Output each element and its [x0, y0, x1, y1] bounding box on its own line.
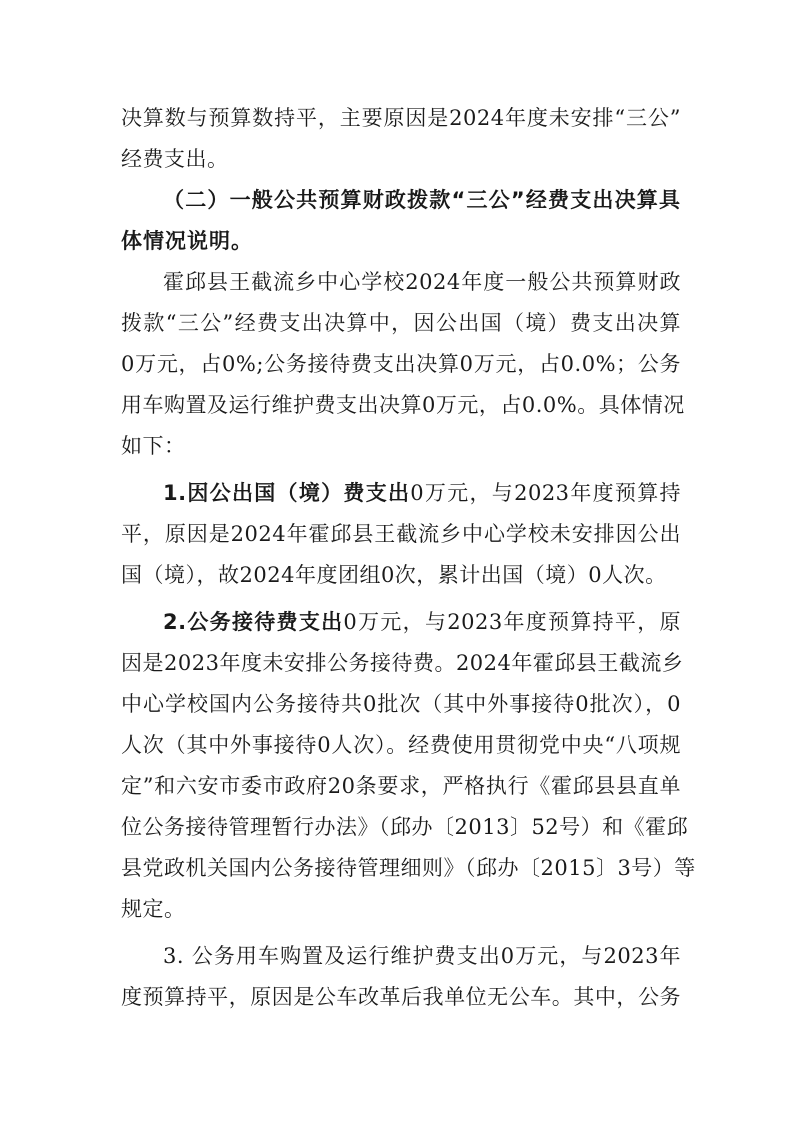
paragraph-line: 规定。	[121, 897, 186, 921]
section-heading-cont: 体情况说明。	[121, 229, 253, 253]
paragraph-line: 拨款“三公”经费支出决算中，因公出国（境）费支出决算	[121, 311, 681, 335]
paragraph-line: 因是2023年度未安排公务接待费。2024年霍邱县王截流乡	[121, 651, 684, 675]
item-1-lead: 1.因公出国（境）费支出	[163, 481, 411, 505]
paragraph-line: 中心学校国内公务接待共0批次（其中外事接待0批次），0	[121, 692, 681, 716]
paragraph-line: 定”和六安市委市政府20条要求，严格执行《霍邱县县直单	[121, 774, 681, 798]
item-3-line: 3. 公务用车购置及运行维护费支出0万元，与2023年	[163, 944, 681, 968]
paragraph-line: 决算数与预算数持平，主要原因是2024年度未安排“三公”	[121, 106, 681, 130]
paragraph-line: 位公务接待管理暂行办法》（邱办〔2013〕52号）和《霍邱	[121, 815, 689, 839]
paragraph-line: 国（境），故2024年度团组0次，累计出国（境）0人次。	[121, 563, 667, 587]
paragraph-line: 用车购置及运行维护费支出决算0万元，占0.0%。具体情况	[121, 393, 685, 417]
item-2-lead: 2.公务接待费支出	[163, 610, 344, 634]
item-2-line	[163, 608, 681, 636]
paragraph-line: 度预算持平，原因是公车改革后我单位无公车。其中，公务	[121, 985, 681, 1009]
item-1-line	[163, 479, 681, 507]
paragraph-line: 霍邱县王截流乡中心学校2024年度一般公共预算财政	[163, 270, 681, 294]
item-1-text: 0万元，与2023年度预算持	[410, 481, 681, 505]
paragraph-line: 0万元，占0%;公务接待费支出决算0万元，占0.0%；公务	[121, 352, 681, 376]
paragraph-line: 平，原因是2024年霍邱县王截流乡中心学校未安排因公出	[121, 522, 681, 546]
section-heading: （二）一般公共预算财政拨款“三公”经费支出决算具	[163, 188, 681, 212]
paragraph-line: 县党政机关国内公务接待管理细则》（邱办〔2015〕3号）等	[121, 856, 696, 880]
item-2-text: 0万元，与2023年度预算持平，原	[343, 610, 681, 634]
paragraph-line: 经费支出。	[121, 147, 229, 171]
paragraph-line: 如下：	[121, 434, 186, 458]
paragraph-line: 人次（其中外事接待0人次）。经费使用贯彻党中央“八项规	[121, 733, 681, 757]
